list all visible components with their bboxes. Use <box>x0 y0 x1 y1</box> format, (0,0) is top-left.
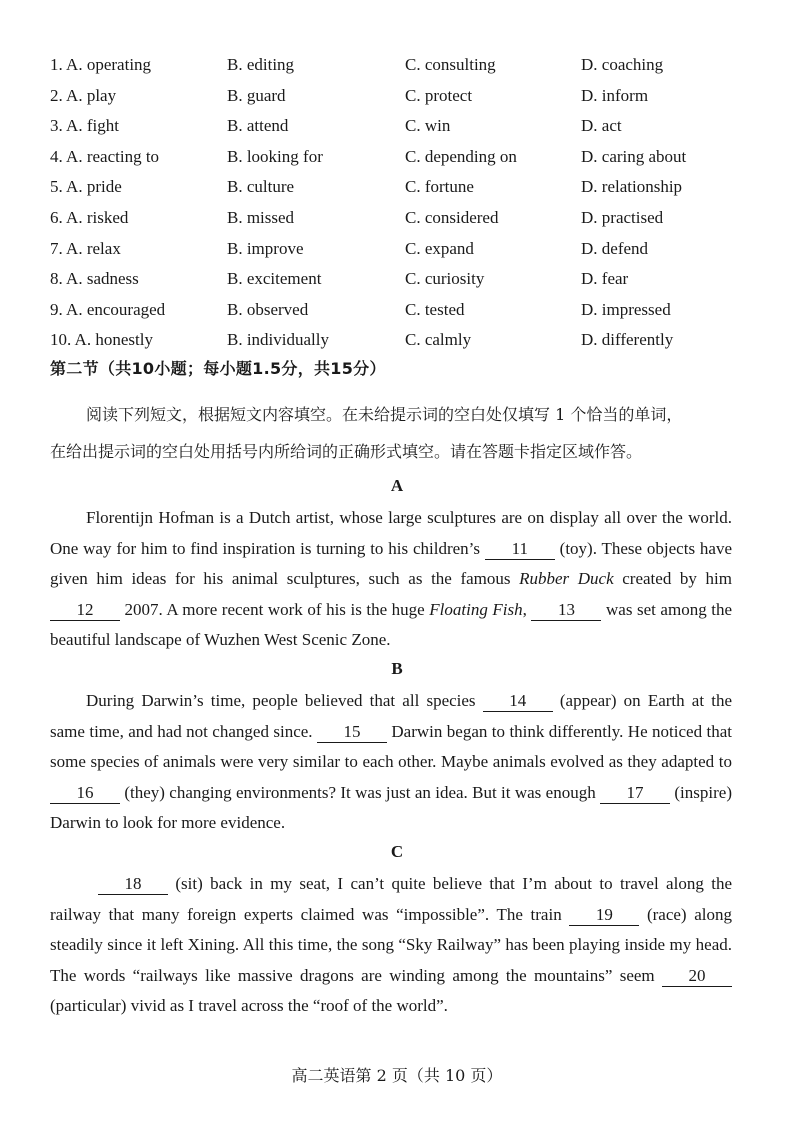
option-c: C. expand <box>405 238 474 258</box>
blank-19: 19 <box>569 905 639 926</box>
blank-12: 12 <box>50 600 120 621</box>
option-d: D. caring about <box>581 146 687 166</box>
option-row <box>50 50 750 81</box>
option-row <box>50 234 750 265</box>
option-row <box>50 295 750 326</box>
option-c: C. curiosity <box>405 269 485 289</box>
passage-b: During Darwin’s time, people believed that all species 14 (appear) on Earth at the same time, and had not changed since. 15 Darwin began to think differently. He noticed that some species of animals were very similar to each other. Maybe animals evolved as they adapted to 16 (they) changing environments? It was just an idea. But it was enough 17 (inspire) Darwin to look for more evidence. <box>50 691 732 833</box>
blank-16: 16 <box>50 783 120 804</box>
option-a: 5. A. pride <box>50 177 122 197</box>
option-c: C. tested <box>405 299 465 319</box>
option-b: B. attend <box>227 116 289 136</box>
blank-13: 13 <box>531 600 601 621</box>
passage-c-title: C <box>390 842 404 861</box>
passage-a-title: A <box>390 476 404 495</box>
option-c: C. win <box>405 116 451 136</box>
option-c: C. depending on <box>405 146 517 166</box>
blank-17: 17 <box>600 783 670 804</box>
page-footer: 高二英语第 2 页（共 10 页） <box>291 1066 503 1085</box>
option-c: C. calmly <box>405 330 472 350</box>
option-row <box>50 203 750 234</box>
option-row <box>50 81 750 112</box>
option-row <box>50 264 750 295</box>
option-row <box>50 111 750 142</box>
option-table <box>50 50 750 356</box>
option-a: 4. A. reacting to <box>50 146 160 166</box>
blank-14: 14 <box>483 691 553 712</box>
option-d: D. inform <box>581 85 649 105</box>
option-b: B. looking for <box>227 146 323 166</box>
passage-a: Florentijn Hofman is a Dutch artist, whose large sculptures are on display all over the world. One way for him to find inspiration is turning to his children’s 11 (toy). These objects have given him ideas for his animal sculptures, such as the famous Rubber Duck created by him 12 2007. A more recent work of his is the huge Floating Fish, 13 was set among the beautiful landscape of Wuzhen West Scenic Zone. <box>50 508 733 650</box>
option-c: C. fortune <box>405 177 474 197</box>
option-b: B. editing <box>227 55 295 74</box>
option-b: B. improve <box>227 238 304 258</box>
option-d: D. relationship <box>581 177 683 197</box>
option-b: B. excitement <box>227 269 322 289</box>
option-a: 8. A. sadness <box>50 269 139 289</box>
passage-b-title: B <box>391 659 403 678</box>
passage-c: 18 (sit) back in my seat, I can’t quite believe that I’m about to travel along the railway that many foreign experts claimed was “impossible”. The train 19 (race) along steadily since it left Xining. All this time, the song “Sky Railway” has been playing inside my head. The words “railways like massive dragons are winding among the mountains” seem 20 (particular) vivid as I travel across the “roof of the world”. <box>50 874 732 1016</box>
option-b: B. missed <box>227 207 295 227</box>
option-d: D. fear <box>581 269 629 289</box>
option-a: 1. A. operating <box>50 55 152 74</box>
option-d: D. practised <box>581 207 664 227</box>
option-c: C. considered <box>405 207 499 227</box>
option-a: 3. A. fight <box>50 116 119 136</box>
option-b: B. observed <box>227 299 309 319</box>
option-row <box>50 142 750 173</box>
section-instructions <box>50 396 740 470</box>
option-a: 2. A. play <box>50 85 117 105</box>
option-d: D. act <box>581 116 622 136</box>
instruction-line-1: 阅读下列短文，根据短文内容填空。在未给提示词的空白处仅填写 1 个恰当的单词， <box>86 405 683 424</box>
option-a: 9. A. encouraged <box>50 299 166 319</box>
option-b: B. guard <box>227 85 286 105</box>
instruction-line-2: 在给出提示词的空白处用括号内所给词的正确形式填空。请在答题卡指定区域作答。 <box>50 442 643 461</box>
option-row <box>50 172 750 203</box>
option-b: B. culture <box>227 177 295 197</box>
option-d: D. impressed <box>581 299 671 319</box>
option-b: B. individually <box>227 330 329 350</box>
blank-18: 18 <box>98 874 168 895</box>
option-c: C. consulting <box>405 55 496 74</box>
option-row <box>50 325 750 356</box>
option-a: 6. A. risked <box>50 207 129 227</box>
option-d: D. defend <box>581 238 649 258</box>
option-a: 10. A. honestly <box>50 330 153 350</box>
blank-11: 11 <box>485 539 555 560</box>
section-title: 第二节（共10小题；每小题1.5分，共15分） <box>50 359 386 378</box>
option-d: D. differently <box>581 330 674 350</box>
option-d: D. coaching <box>581 55 664 74</box>
option-a: 7. A. relax <box>50 238 121 258</box>
option-c: C. protect <box>405 85 473 105</box>
blank-20: 20 <box>662 966 732 987</box>
blank-15: 15 <box>317 722 387 743</box>
